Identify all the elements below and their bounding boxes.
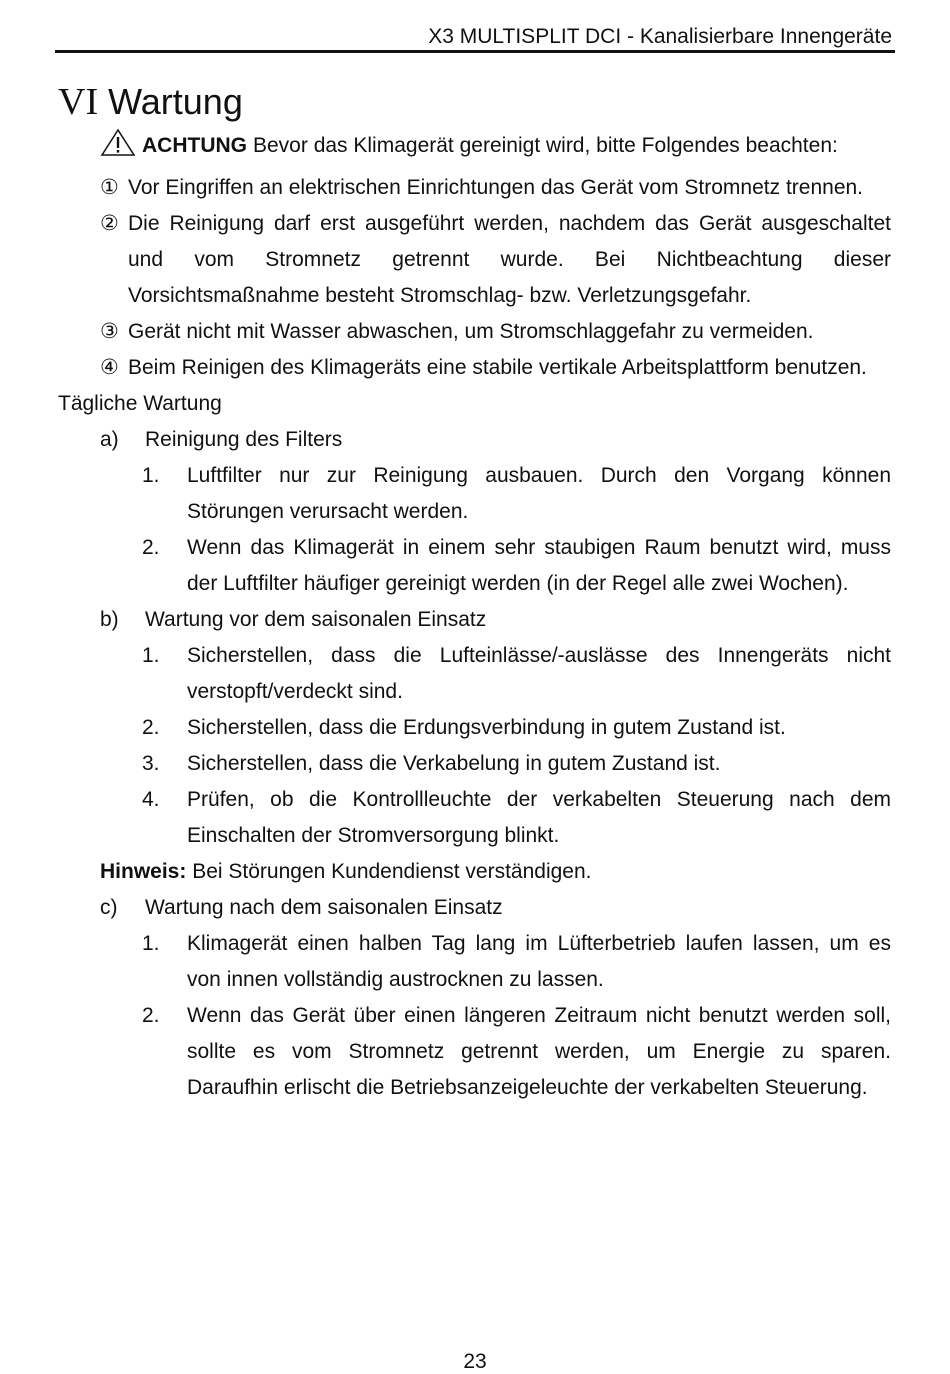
list-number: 2. <box>142 1004 160 1027</box>
list-item-continuation: Störungen verursacht werden. <box>187 500 469 523</box>
list-item-continuation: Vorsichtsmaßnahme besteht Stromschlag- bzw. Verletzungsgefahr. <box>128 284 752 307</box>
note-label: Hinweis: <box>100 860 187 883</box>
list-item: Gerät nicht mit Wasser abwaschen, um Stromschlaggefahr zu vermeiden. <box>128 320 814 343</box>
list-item: Prüfen, ob die Kontrollleuchte der verkabelten Steuerung nach dem <box>187 788 891 811</box>
list-item-continuation: Daraufhin erlischt die Betriebsanzeigeleuchte der verkabelten Steuerung. <box>187 1076 868 1099</box>
subsection-heading: Tägliche Wartung <box>58 392 222 415</box>
subsection-title: Wartung nach dem saisonalen Einsatz <box>145 896 503 919</box>
list-number: 3. <box>142 752 160 775</box>
list-number: 2. <box>142 536 160 559</box>
section-title-text: Wartung <box>108 81 243 122</box>
warning-text: Bevor das Klimagerät gereinigt wird, bitte Folgendes beachten: <box>253 134 838 157</box>
list-item: Beim Reinigen des Klimageräts eine stabile vertikale Arbeitsplattform benutzen. <box>128 356 867 379</box>
list-item: Wenn das Gerät über einen längeren Zeitraum nicht benutzt werden soll, <box>187 1004 891 1027</box>
list-marker: ① <box>100 176 119 199</box>
list-item: Sicherstellen, dass die Verkabelung in gutem Zustand ist. <box>187 752 721 775</box>
list-item-continuation: der Luftfilter häufiger gereinigt werden (in der Regel alle zwei Wochen). <box>187 572 849 595</box>
header-rule <box>55 50 895 53</box>
list-number: 2. <box>142 716 160 739</box>
section-number: VI <box>58 81 99 123</box>
list-item: Sicherstellen, dass die Lufteinlässe/-auslässe des Innengeräts nicht <box>187 644 891 667</box>
note-text: Bei Störungen Kundendienst verständigen. <box>192 860 592 883</box>
list-number: 1. <box>142 932 160 955</box>
list-number: 4. <box>142 788 160 811</box>
list-item-continuation: Einschalten der Stromversorgung blinkt. <box>187 824 560 847</box>
list-number: 1. <box>142 644 160 667</box>
list-item-continuation: und vom Stromnetz getrennt wurde. Bei Nichtbeachtung dieser <box>128 248 891 271</box>
section-title <box>58 80 243 124</box>
warning-note <box>100 128 838 158</box>
list-marker: c) <box>100 896 118 919</box>
list-item-continuation: von innen vollständig austrocknen zu lassen. <box>187 968 604 991</box>
header-title: X3 MULTISPLIT DCI - Kanalisierbare Innengeräte <box>428 25 892 48</box>
warning-triangle-icon <box>100 128 136 158</box>
list-item: Luftfilter nur zur Reinigung ausbauen. Durch den Vorgang können <box>187 464 891 487</box>
list-marker: ② <box>100 212 119 235</box>
list-item-continuation: verstopft/verdeckt sind. <box>187 680 403 703</box>
list-item: Wenn das Klimagerät in einem sehr staubigen Raum benutzt wird, muss <box>187 536 891 559</box>
list-item: Vor Eingriffen an elektrischen Einrichtungen das Gerät vom Stromnetz trennen. <box>128 176 864 199</box>
subsection-title: Reinigung des Filters <box>145 428 343 451</box>
list-item: Die Reinigung darf erst ausgeführt werden, nachdem das Gerät ausgeschaltet <box>128 212 891 235</box>
list-marker: ③ <box>100 320 119 343</box>
note <box>100 854 592 890</box>
list-item: Klimagerät einen halben Tag lang im Lüfterbetrieb laufen lassen, um es <box>187 932 891 955</box>
list-marker: ④ <box>100 356 119 379</box>
list-marker: b) <box>100 608 119 631</box>
page-number: 23 <box>463 1350 487 1373</box>
subsection-title: Wartung vor dem saisonalen Einsatz <box>145 608 487 631</box>
warning-label: ACHTUNG <box>142 134 247 157</box>
list-item-continuation: sollte es vom Stromnetz getrennt werden, um Energie zu sparen. <box>187 1040 891 1063</box>
list-item: Sicherstellen, dass die Erdungsverbindung in gutem Zustand ist. <box>187 716 786 739</box>
list-marker: a) <box>100 428 119 451</box>
list-number: 1. <box>142 464 160 487</box>
